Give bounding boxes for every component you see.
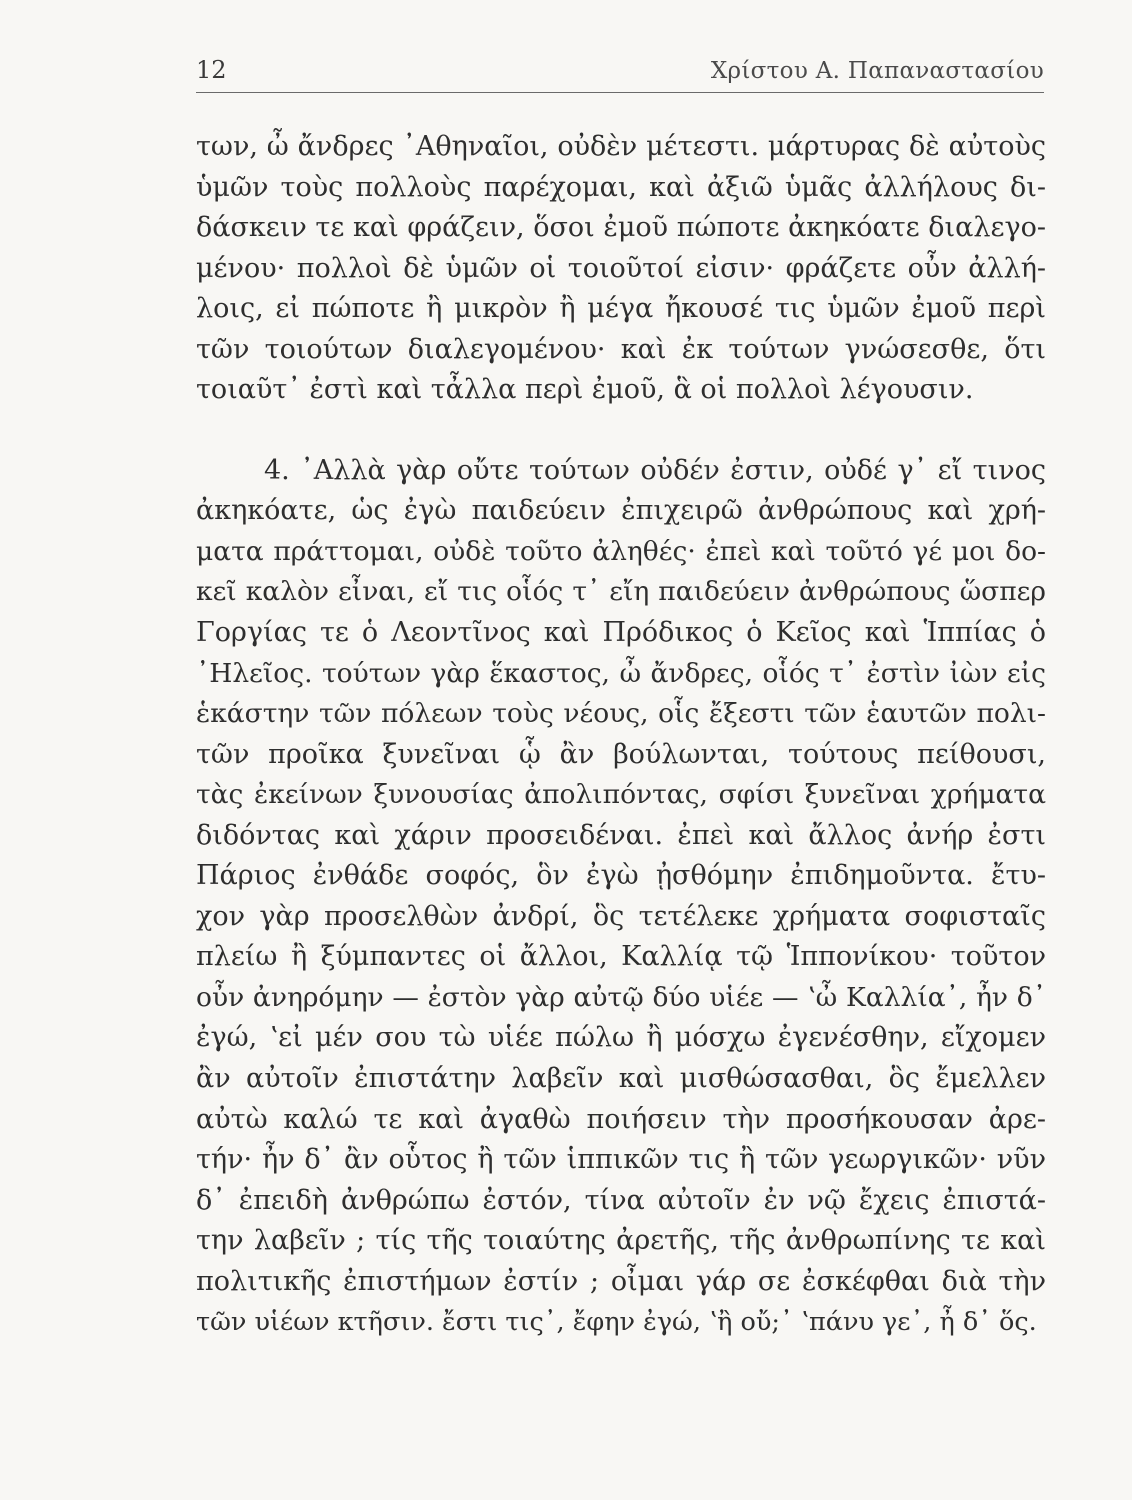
running-head: Χρίστου Α. Παπαναστασίου <box>710 58 1044 84</box>
text-line: ἂν αὐτοῖν ἐπιστάτην λαβεῖν καὶ μισθώσασθαι, ὃς ἔμελλεν <box>196 1063 1046 1095</box>
text-line: 4. ᾿Αλλὰ γὰρ οὔτε τούτων οὐδέν ἐστιν, οὐδέ γ᾿ εἴ τινος <box>264 454 1046 486</box>
text-line: τὰς ἐκείνων ξυνουσίας ἀπολιπόντας, σφίσι ξυνεῖναι χρήματα <box>196 779 1046 811</box>
text-line: τοιαῦτ᾿ ἐστὶ καὶ τἆλλα περὶ ἐμοῦ, ἃ οἱ πολλοὶ λέγουσιν. <box>196 374 974 406</box>
text-line: Γοργίας τε ὁ Λεοντῖνος καὶ Πρόδικος ὁ Κεῖος καὶ Ἱππίας ὁ <box>196 617 1046 649</box>
text-line: δάσκειν τε καὶ φράζειν, ὅσοι ἐμοῦ πώποτε ἀκηκόατε διαλεγο- <box>196 212 1046 244</box>
text-line: ἐγώ, ʽεἰ μέν σου τὼ υἱέε πώλω ἢ μόσχω ἐγενέσθην, εἴχομεν <box>196 1022 1046 1054</box>
text-line: κεῖ καλὸν εἶναι, εἴ τις οἷός τ᾿ εἴη παιδεύειν ἀνθρώπους ὥσπερ <box>196 576 1046 608</box>
text-line: Πάριος ἐνθάδε σοφός, ὃν ἐγὼ ᾐσθόμην ἐπιδημοῦντα. ἔτυ- <box>196 860 1046 892</box>
paragraph-1 <box>196 127 1046 411</box>
text-line: ἑκάστην τῶν πόλεων τοὺς νέους, οἷς ἔξεστι τῶν ἑαυτῶν πολι- <box>196 698 1046 730</box>
text-line: ματα πράττομαι, οὐδὲ τοῦτο ἀληθές· ἐπεὶ καὶ τοῦτό γέ μοι δο- <box>196 535 1046 567</box>
paragraph-gap <box>196 411 1046 451</box>
text-line: τῶν υἱέων κτῆσιν. ἔστι τις᾿, ἔφην ἐγώ, ʽἢ οὔ;᾿ ʽπάνυ γε᾿, ἦ δ᾿ ὅς. <box>196 1307 1037 1338</box>
text-line: των, ὦ ἄνδρες ᾿Αθηναῖοι, οὐδὲν μέτεστι. μάρτυρας δὲ αὐτοὺς <box>196 131 1046 162</box>
text-line: λοις, εἰ πώποτε ἢ μικρὸν ἢ μέγα ἤκουσέ τις ὑμῶν ἐμοῦ περὶ <box>196 293 1046 325</box>
text-line: πολιτικῆς ἐπιστήμων ἐστίν ; οἶμαι γάρ σε ἐσκέφθαι διὰ τὴν <box>196 1265 1046 1297</box>
text-line: ὑμῶν τοὺς πολλοὺς παρέχομαι, καὶ ἀξιῶ ὑμᾶς ἀλλήλους δι- <box>196 171 1046 203</box>
text-line: αὐτὼ καλώ τε καὶ ἀγαθὼ ποιήσειν τὴν προσήκουσαν ἀρε- <box>196 1103 1046 1135</box>
text-body <box>196 127 1046 1343</box>
text-line: διδόντας καὶ χάριν προσειδέναι. ἐπεὶ καὶ ἄλλος ἀνήρ ἐστι <box>196 819 1046 851</box>
text-line: δ᾿ ἐπειδὴ ἀνθρώπω ἐστόν, τίνα αὐτοῖν ἐν νῷ ἔχεις ἐπιστά- <box>196 1184 1046 1216</box>
text-line: τῶν προῖκα ξυνεῖναι ᾧ ἂν βούλωνται, τούτους πείθουσι, <box>196 738 1046 770</box>
text-line: πλείω ἢ ξύμπαντες οἱ ἄλλοι, Καλλίᾳ τῷ Ἱππονίκου· τοῦτον <box>196 941 1046 973</box>
text-line: οὖν ἀνηρόμην — ἐστὸν γὰρ αὐτῷ δύο υἱέε — ʽὦ Καλλία᾿, ἦν δ᾿ <box>196 981 1046 1013</box>
text-line: ἀκηκόατε, ὡς ἐγὼ παιδεύειν ἐπιχειρῶ ἀνθρώπους καὶ χρή- <box>196 495 1046 527</box>
text-line: χον γὰρ προσελθὼν ἀνδρί, ὃς τετέλεκε χρήματα σοφισταῖς <box>196 900 1046 932</box>
page-header <box>196 50 1044 94</box>
text-line: τῶν τοιούτων διαλεγομένου· καὶ ἐκ τούτων γνώσεσθε, ὅτι <box>196 333 1046 365</box>
text-line: ᾿Ηλεῖος. τούτων γὰρ ἕκαστος, ὦ ἄνδρες, οἷός τ᾿ ἐστὶν ἰὼν εἰς <box>196 657 1046 689</box>
paragraph-2 <box>196 451 1046 1343</box>
text-line: την λαβεῖν ; τίς τῆς τοιαύτης ἀρετῆς, τῆς ἀνθρωπίνης τε καὶ <box>196 1225 1046 1257</box>
page-number: 12 <box>196 56 227 84</box>
header-rule <box>196 92 1044 93</box>
text-line: μένου· πολλοὶ δὲ ὑμῶν οἱ τοιοῦτοί εἰσιν· φράζετε οὖν ἀλλή- <box>196 252 1046 284</box>
text-line: τήν· ἦν δ᾿ ἂν οὗτος ἢ τῶν ἱππικῶν τις ἢ τῶν γεωργικῶν· νῦν <box>196 1144 1046 1176</box>
